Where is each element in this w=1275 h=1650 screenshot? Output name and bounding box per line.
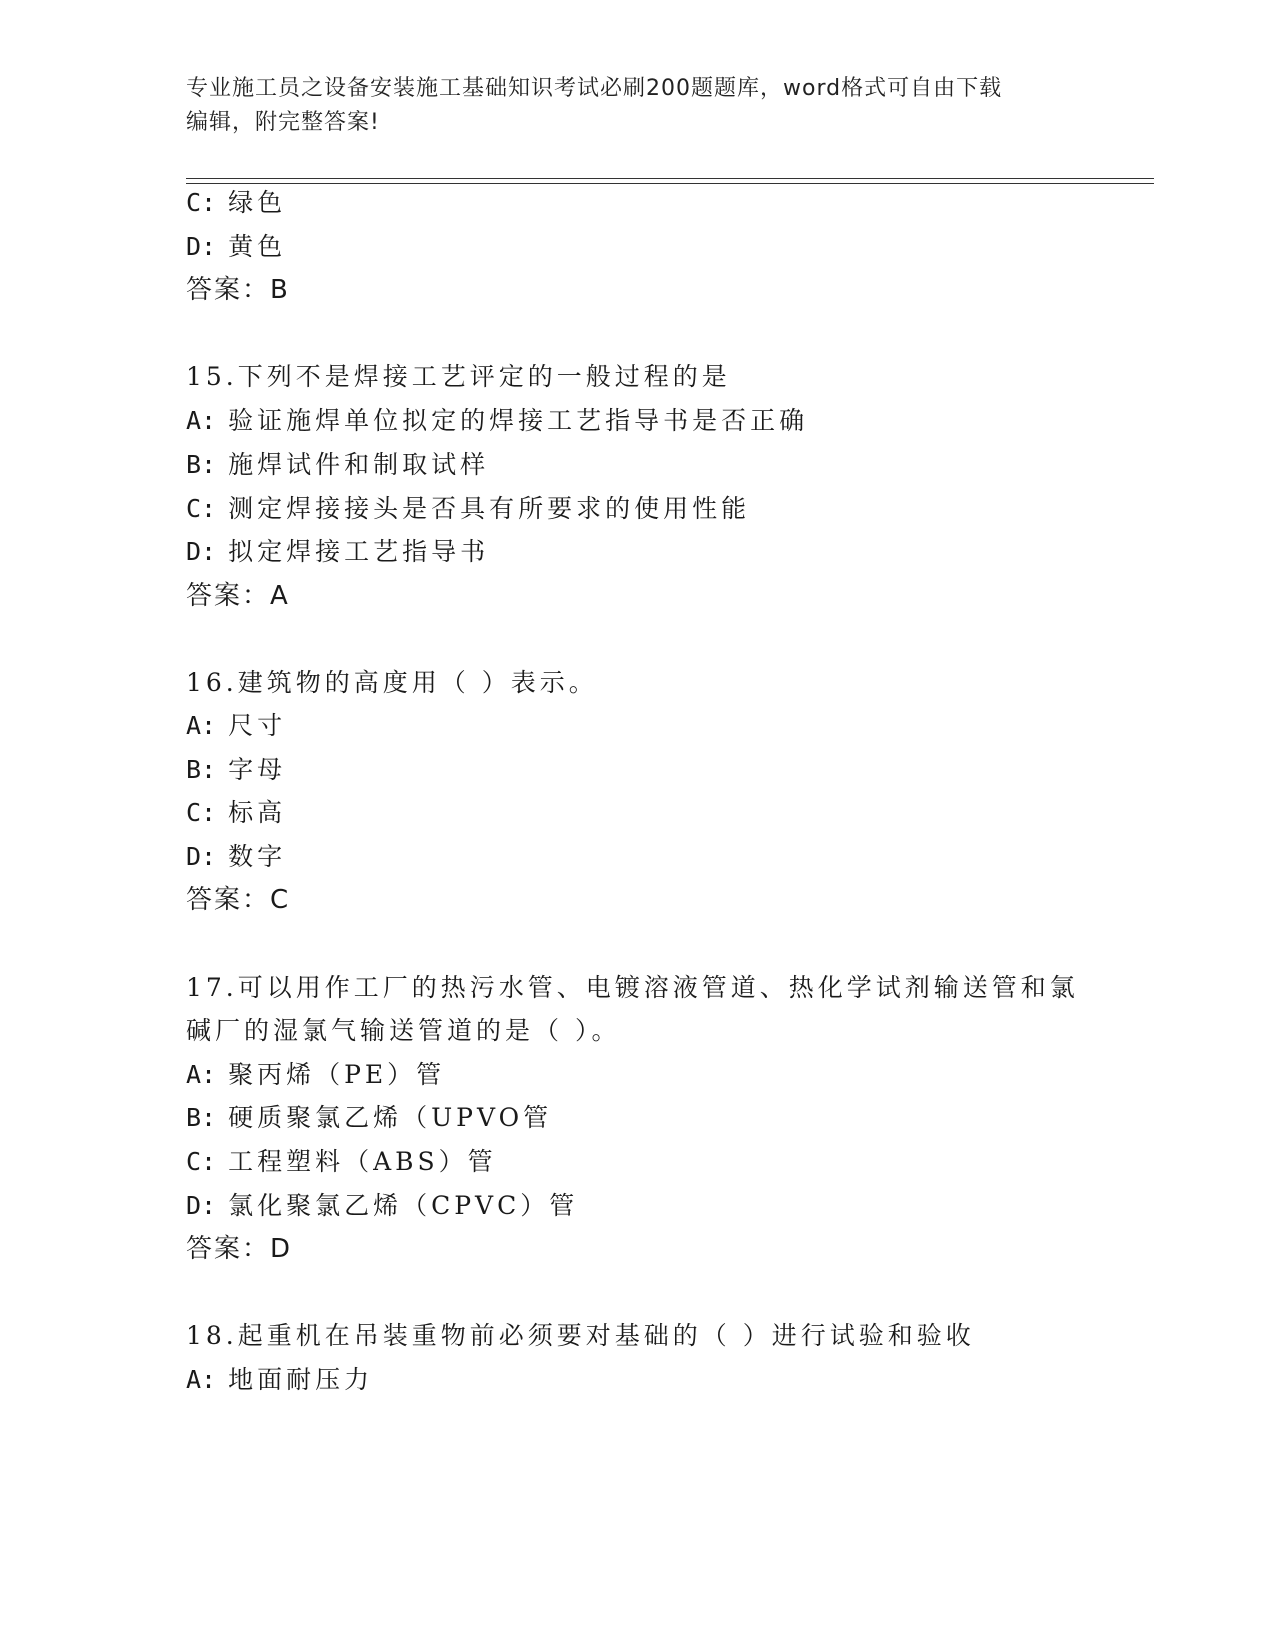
option-label: D: xyxy=(186,232,217,261)
document-header xyxy=(186,72,1066,140)
question-18-stem: 18.起重机在吊装重物前必须要对基础的（ ）进行试验和验收 xyxy=(186,1321,975,1350)
option-text: 黄色 xyxy=(228,232,287,261)
question-17-stem-line-1: 17.可以用作工厂的热污水管、电镀溶液管道、热化学试剂输送管和氯 xyxy=(186,973,1079,1002)
question-16-option-b xyxy=(186,754,286,786)
option-label: A: xyxy=(186,406,217,435)
option-text: 拟定焊接工艺指导书 xyxy=(228,537,490,566)
option-text: 硬质聚氯乙烯（UPVO管 xyxy=(228,1103,553,1132)
option-label: D: xyxy=(186,842,217,871)
question-17-option-c xyxy=(186,1146,497,1178)
question-15-option-b xyxy=(186,449,489,481)
header-line-1: 专业施工员之设备安装施工基础知识考试必刷200题题库，word格式可自由下载 xyxy=(186,76,1003,101)
option-label: B: xyxy=(186,450,217,479)
question-17-answer: 答案：D xyxy=(186,1234,293,1264)
question-16-stem: 16.建筑物的高度用（ ）表示。 xyxy=(186,668,598,697)
prev-answer: 答案：B xyxy=(186,275,290,305)
question-15-answer: 答案：A xyxy=(186,581,290,611)
question-18-option-a xyxy=(186,1364,373,1396)
option-label: D: xyxy=(186,537,217,566)
option-text: 测定焊接接头是否具有所要求的使用性能 xyxy=(228,494,751,523)
question-15-option-d xyxy=(186,536,489,568)
question-15-option-a xyxy=(186,405,808,437)
option-label: C: xyxy=(186,1147,217,1176)
option-label: C: xyxy=(186,494,217,523)
question-16-option-a xyxy=(186,710,286,742)
option-text: 尺寸 xyxy=(228,711,287,740)
option-text: 氯化聚氯乙烯（CPVC）管 xyxy=(228,1191,579,1220)
option-label: B: xyxy=(186,1103,217,1132)
option-text: 地面耐压力 xyxy=(228,1365,374,1394)
option-text: 字母 xyxy=(228,755,287,784)
question-17-option-b xyxy=(186,1102,552,1134)
question-17-stem-line-2: 碱厂的湿氯气输送管道的是（ ）。 xyxy=(186,1016,621,1045)
prev-option-d xyxy=(186,231,286,263)
option-text: 绿色 xyxy=(228,188,287,217)
header-divider-top xyxy=(186,178,1154,179)
option-label: D: xyxy=(186,1191,217,1220)
question-16-answer: 答案：C xyxy=(186,885,291,915)
option-text: 验证施焊单位拟定的焊接工艺指导书是否正确 xyxy=(228,406,809,435)
option-label: A: xyxy=(186,1365,217,1394)
question-16-option-c xyxy=(186,797,286,829)
header-line-2: 编辑，附完整答案! xyxy=(186,110,380,135)
option-label: A: xyxy=(186,1060,217,1089)
question-16-option-d xyxy=(186,841,286,873)
option-text: 聚丙烯（PE）管 xyxy=(228,1060,446,1089)
option-label: C: xyxy=(186,188,217,217)
question-17-option-a xyxy=(186,1059,445,1091)
question-15-option-c xyxy=(186,493,750,525)
option-text: 数字 xyxy=(228,842,287,871)
question-17-option-d xyxy=(186,1190,578,1222)
header-divider-bottom xyxy=(186,183,1154,184)
option-text: 标高 xyxy=(228,798,287,827)
option-label: B: xyxy=(186,755,217,784)
option-label: A: xyxy=(186,711,217,740)
prev-option-c xyxy=(186,187,286,219)
option-label: C: xyxy=(186,798,217,827)
option-text: 施焊试件和制取试样 xyxy=(228,450,490,479)
option-text: 工程塑料（ABS）管 xyxy=(228,1147,497,1176)
question-15-stem: 15.下列不是焊接工艺评定的一般过程的是 xyxy=(186,362,731,391)
